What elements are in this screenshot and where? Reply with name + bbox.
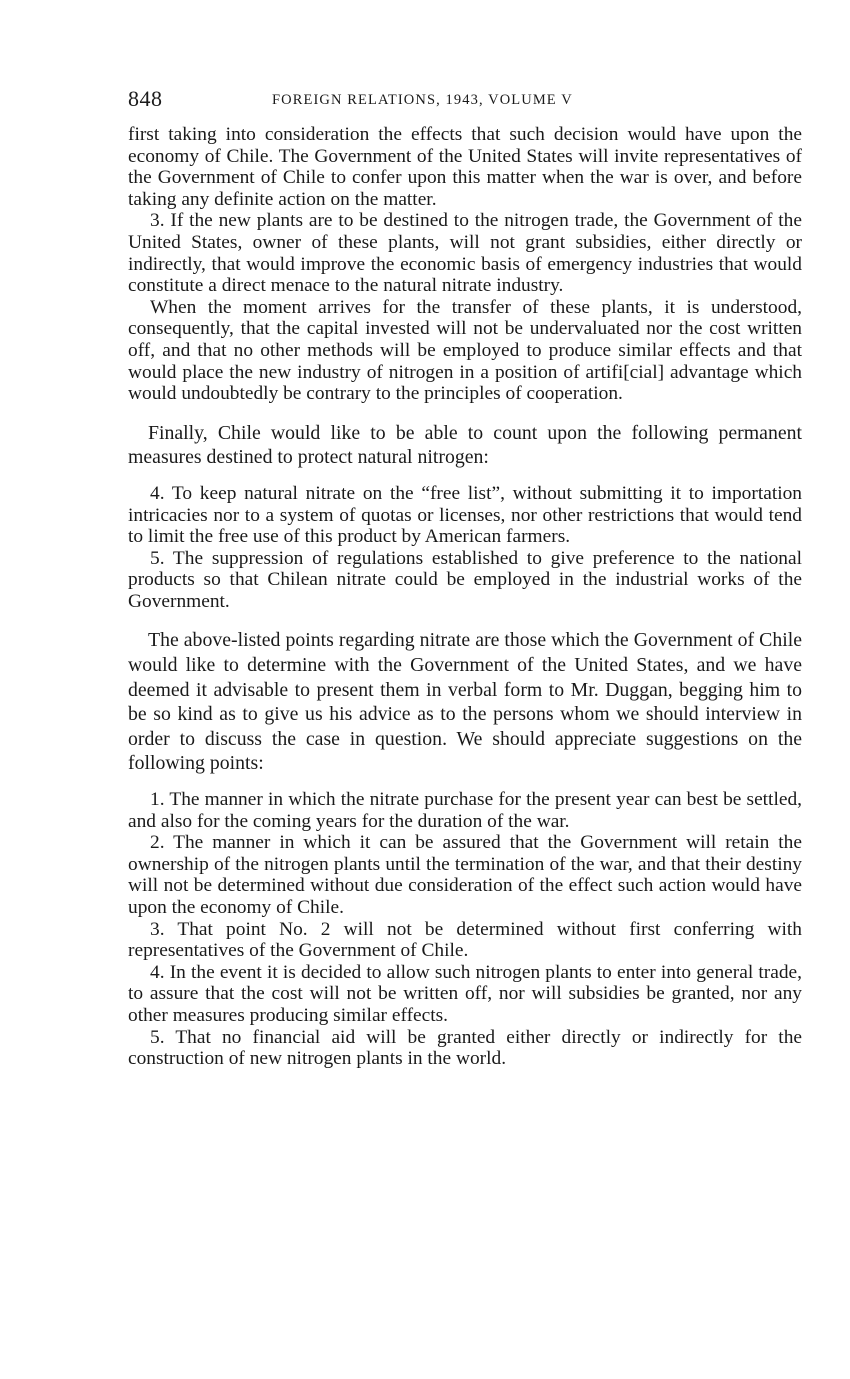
list-item: 3. That point No. 2 will not be determined without first conferring with representatives of the Government of Chile. bbox=[128, 918, 802, 962]
paragraph: first taking into consideration the effects that such decision would have upon the economy of Chile. The Government of the United States will invite representatives of the Government of Chile to confer upon this matter when the war is over, and before taking any definite action on the matter. bbox=[128, 124, 802, 210]
paragraph: 3. If the new plants are to be destined to the nitrogen trade, the Government of the United States, owner of these plants, will not grant subsidies, either directly or indirectly, that would improve the economic basis of emergency industries that would constitute a direct menace to the natural nitrate industry. bbox=[128, 210, 802, 297]
continuation-block bbox=[128, 124, 802, 405]
suggestion-points-list bbox=[128, 789, 802, 1070]
paragraph: When the moment arrives for the transfer of these plants, it is understood, consequently, that the capital invested will not be undervaluated nor the cost written off, and that no other methods will be employed to produce similar effects and that would place the new industry of nitrogen in a position of artifi[cial] advantage which would undoubtedly be contrary to the principles of cooperation. bbox=[128, 296, 802, 405]
running-title: FOREIGN RELATIONS, 1943, VOLUME V bbox=[272, 92, 573, 108]
summary-paragraph bbox=[128, 628, 802, 776]
list-item: 4. To keep natural nitrate on the “free list”, without submitting it to importation intricacies nor to a system of quotas or licenses, nor other restrictions that would tend to limit the free use of this product by American farmers. bbox=[128, 482, 802, 548]
list-item: 5. The suppression of regulations established to give preference to the national products so that Chilean nitrate could be employed in the industrial works of the Government. bbox=[128, 547, 802, 612]
document-page bbox=[128, 86, 802, 1070]
list-item: 4. In the event it is decided to allow such nitrogen plants to enter into general trade, to assure that the cost will not be written off, nor will subsidies be granted, nor any other measures producing similar effects. bbox=[128, 961, 802, 1026]
list-item: 2. The manner in which it can be assured that the Government will retain the ownership of the nitrogen plants until the termination of the war, and that their destiny will not be determined without due consideration of the effect such action would have upon the economy of Chile. bbox=[128, 832, 802, 918]
list-item: 1. The manner in which the nitrate purchase for the present year can best be settled, and also for the coming years for the duration of the war. bbox=[128, 789, 802, 832]
paragraph: Finally, Chile would like to be able to count upon the following permanent measures destined to protect natural nitrogen: bbox=[128, 421, 802, 469]
paragraph: The above-listed points regarding nitrate are those which the Government of Chile would like to determine with the Government of the United States, and we have deemed it advisable to present them in verbal form to Mr. Duggan, begging him to be so kind as to give us his advice as to the persons whom we should interview in order to discuss the case in question. We should appreciate suggestions on the following points: bbox=[128, 629, 802, 775]
list-item: 5. That no financial aid will be granted either directly or indirectly for the construction of new nitrogen plants in the world. bbox=[128, 1026, 802, 1070]
page-number: 848 bbox=[128, 86, 163, 111]
permanent-measures-list bbox=[128, 483, 802, 613]
permanent-measures-intro bbox=[128, 421, 802, 470]
running-head bbox=[128, 86, 802, 120]
